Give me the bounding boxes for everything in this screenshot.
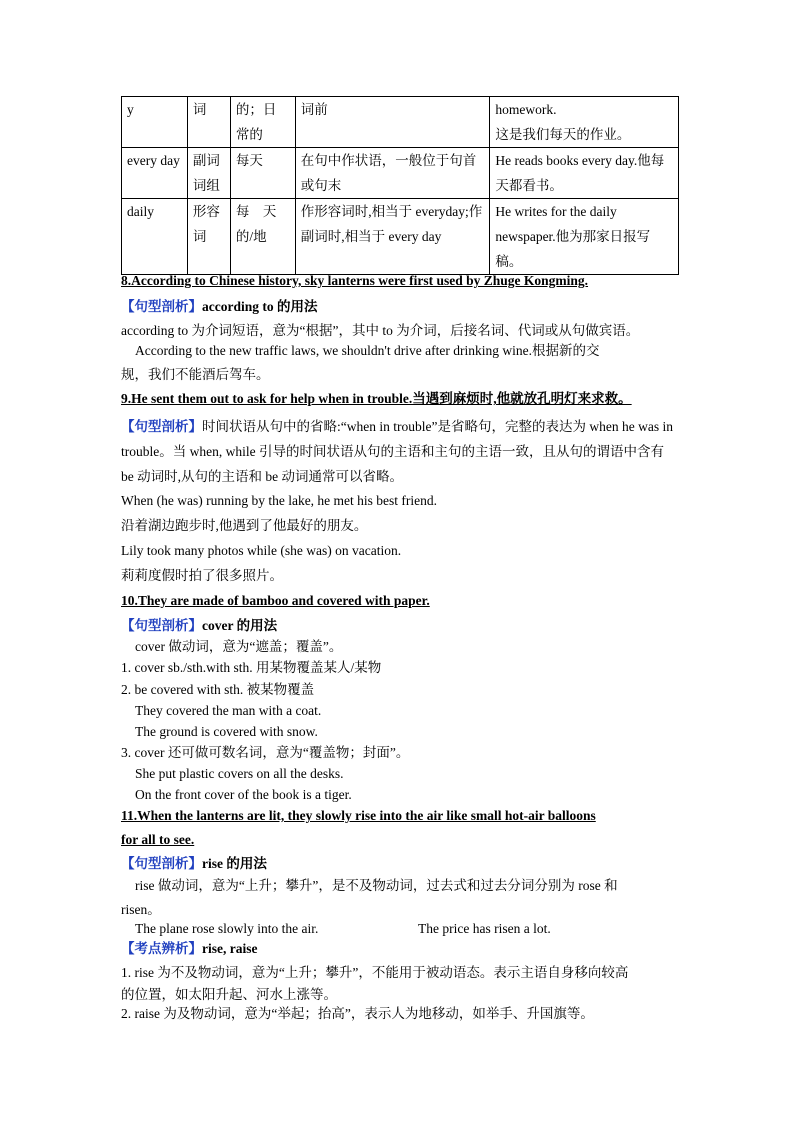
analysis-tag: 【句型剖析】: [121, 618, 202, 633]
table-row: [122, 199, 679, 275]
analysis-paragraph: [121, 414, 679, 489]
table-cell: He writes for the daily newspaper.他为那家日报写稿。: [490, 199, 679, 275]
example-sentence: When (he was) running by the lake, he met his best friend.: [121, 493, 438, 508]
table-cell: He reads books every day.他每天都看书。: [490, 148, 679, 199]
body-text: 1. rise 为不及物动词，意为“上升；攀升”，不能用于被动语态。表示主语自身移向较高: [121, 965, 629, 980]
analysis-title: rise, raise: [202, 941, 258, 956]
analysis-tag: 【句型剖析】: [121, 419, 202, 434]
table-cell: 词: [187, 97, 230, 148]
body-text: 的位置，如太阳升起、河水上涨等。: [121, 987, 337, 1002]
analysis-line: [121, 615, 679, 637]
section-heading-8: 8.According to Chinese history, sky lanterns were first used by Zhuge Kongming.: [121, 273, 589, 288]
table-cell: 作形容词时,相当于 everyday;作副词时,相当于 every day: [295, 199, 490, 275]
example-sentence: The ground is covered with snow.: [135, 724, 318, 739]
section-heading-11: 11.When the lanterns are lit, they slowly rise into the air like small hot-air balloons: [121, 808, 596, 823]
table-cell: 的；日常的: [230, 97, 295, 148]
example-sentence: Lily took many photos while (she was) on vacation.: [121, 543, 402, 558]
example-sentence: The plane rose slowly into the air.: [135, 921, 319, 936]
table-cell: 词前: [295, 97, 490, 148]
body-text: according to 为介词短语，意为“根据”，其中 to 为介词，后接名词、代词或从句做宾语。: [121, 323, 640, 338]
analysis-title: according to 的用法: [202, 299, 318, 314]
example-sentence: She put plastic covers on all the desks.: [135, 766, 344, 781]
table-cell: y: [122, 97, 188, 148]
table-cell: 形容词: [187, 199, 230, 275]
example-translation: 规，我们不能酒后驾车。: [121, 367, 270, 382]
table-row: [122, 97, 679, 148]
section-heading-11-cont: for all to see.: [121, 832, 195, 847]
example-sentence: According to the new traffic laws, we shouldn't drive after drinking wine.根据新的交: [135, 343, 600, 358]
table-cell: 每天: [230, 148, 295, 199]
table-cell: homework. 这是我们每天的作业。: [490, 97, 679, 148]
body-text: 2. be covered with sth. 被某物覆盖: [121, 682, 315, 697]
analysis-tag: 【句型剖析】: [121, 299, 202, 314]
table-cell: every day: [122, 148, 188, 199]
analysis-line: [121, 853, 679, 875]
body-text: 3. cover 还可做可数名词，意为“覆盖物；封面”。: [121, 745, 410, 760]
analysis-line: [121, 938, 679, 960]
body-text: 2. raise 为及物动词，意为“举起；抬高”，表示人为地移动，如举手、升国旗等。: [121, 1006, 594, 1021]
body-text: 时间状语从句中的省略:“when in trouble”是省略句，完整的表达为 when he was in trouble。当 when, while 引导的时间状语从句的主语和主句的主语一致，且从句的谓语中含有 be 动词时,从句的主语和 be 动词通常可以省略。: [121, 419, 673, 484]
body-text: 1. cover sb./sth.with sth. 用某物覆盖某人/某物: [121, 660, 382, 675]
table-cell: 副词词组: [187, 148, 230, 199]
body-text: cover 做动词，意为“遮盖；覆盖”。: [135, 639, 343, 654]
analysis-tag: 【考点辨析】: [121, 941, 202, 956]
analysis-tag: 【句型剖析】: [121, 856, 202, 871]
analysis-title: rise 的用法: [202, 856, 267, 871]
section-heading-9: 9.He sent them out to ask for help when in trouble.当遇到麻烦时,他就放孔明灯来求救。: [121, 391, 632, 406]
table-row: [122, 148, 679, 199]
example-translation: 沿着湖边跑步时,他遇到了他最好的朋友。: [121, 518, 368, 533]
table-cell: 每 天的/地: [230, 199, 295, 275]
analysis-title: cover 的用法: [202, 618, 278, 633]
body-text: rise 做动词，意为“上升；攀升”，是不及物动词，过去式和过去分词分别为 rose 和: [135, 878, 618, 893]
section-heading-10: 10.They are made of bamboo and covered with paper.: [121, 593, 430, 608]
example-sentence: They covered the man with a coat.: [135, 703, 322, 718]
analysis-line: [121, 296, 679, 318]
word-comparison-table: [121, 96, 679, 275]
table-cell: daily: [122, 199, 188, 275]
table-cell: 在句中作状语，一般位于句首或句末: [295, 148, 490, 199]
example-sentence: On the front cover of the book is a tiger.: [135, 787, 352, 802]
example-sentence: The price has risen a lot.: [418, 921, 551, 936]
body-text: risen。: [121, 902, 161, 917]
example-translation: 莉莉度假时拍了很多照片。: [121, 568, 283, 583]
